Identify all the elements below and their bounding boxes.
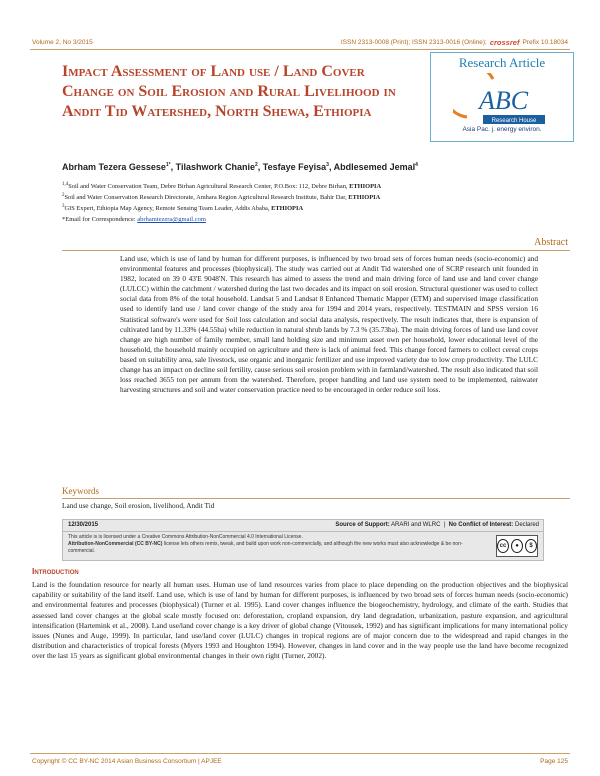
license-text: This article is is licensed under a Creative Commons Attribution-NonCommercial 4.0 International License. Attribution-NonCommercial (CC BY-NC) license lets others remix, tweak, and build upon work non-commercially, and although the new works must also acknowledge & be non-commercial. (68, 534, 463, 554)
affiliation-3: $^3$GIS Expert, Ethiopia Map Agency, Remote Sensing Team Leader, Addis Ababa, ETHIOPIA (62, 204, 304, 213)
nc-icon: $ (525, 539, 537, 553)
header-divider (30, 49, 570, 50)
cc-icon: cc (497, 539, 509, 553)
support-conflict-info: Source of Support: ARARI and WLRC | No Conflict of Interest: Declared (335, 522, 539, 528)
keywords-text: Land use change, Soil erosion, livelihood, Andit Tid (62, 501, 215, 510)
info-divider (63, 531, 543, 532)
author-list (62, 162, 418, 172)
abc-logo (453, 73, 549, 127)
abstract-divider (62, 250, 570, 251)
doi-prefix: Prefix 10.18034 (522, 39, 568, 46)
email-link[interactable]: abrhamtezera@gmail.com (137, 216, 206, 223)
author-1: Abrham Tezera Gessese$^{1*}$, (62, 162, 176, 172)
journal-abbreviation: Asia Pac. j. energy environ. (462, 126, 542, 133)
crossref-logo[interactable]: crossref (489, 38, 520, 47)
affiliation-1: $^{1,4}$Soil and Water Conservation Team, Debre Birhan Agricultural Research Center, P.O.Box: 112, Debre Birhan, ETHIOPIA (62, 182, 382, 191)
abstract-heading: Abstract (534, 237, 568, 248)
issn-info (341, 38, 568, 47)
logo-sub-text: Research House (491, 118, 537, 124)
keywords-heading: Keywords (62, 486, 99, 496)
cc-license-icon[interactable] (496, 535, 538, 557)
correspondence-email: *Email for Correspondence: abrhamtezera@gmail.com (62, 216, 206, 223)
author-4: Abdlesemed Jemal$^4$ (333, 162, 418, 172)
affiliations (62, 180, 381, 213)
research-article-label: Research Article (458, 55, 546, 70)
by-icon: ● (511, 539, 523, 553)
publication-date: 12/30/2015 (68, 522, 99, 528)
keywords-divider (62, 498, 570, 499)
paper-title: Impact Assessment of Land use / Land Cover Change on Soil Erosion and Rural Livelihood in Andit Tid Watershed, North Shewa, Ethiopia (62, 63, 396, 120)
footer-copyright: Copyright © CC BY-NC 2014 Asian Business Consortium | APJEE (32, 758, 222, 765)
introduction-heading: Introduction (32, 566, 79, 576)
author-3: Tesfaye Feyisa$^3$, (262, 162, 334, 172)
abstract-text: Land use, which is use of land by human for different purposes, is influenced by two broad sets of forces human needs (socio-economic) and environmental features and processes (biophysical). The study was carried out at Andit Tid watershed one of SCRP research unit founded in 1982, located on 39 0 43'E 9048'N. This research has aimed to assess the trend and main driving force of land use and land cover change (LULCC) within the catchment / watershed during the last two decades and its impact on soil erosion. Structural questioner was used to collect social data from 8% of the total household. Landsat 5 and Landsat 8 Enhanced Thematic Mapper (ETM) and supervised image classification used to identify land use / land cover change of the study area for 1994 and 2014 years, respectively. TESTMAIN and SPSS version 16 Statistical software's were used for Soil loss calculation and social data analysis, respectively. The result indicates that, there is expansion of cultivated land by 11.33% (44.55ha) while reduction in natural shrub lands by 7.3 % (35.73ha). The main driving forces of land use land cover change are high number of family member, small land holding size and minimum asset own per household, lower educational level of the household, the household mainly occupied on agriculture and there is lack of animal feed. This change forced farmers to collect cereal crops based on suitability area, sale livestock, use organic and inorganic fertilizer and use improved variety due to low crop productivity. The LULC change has an impact on decline soil fertility, cause serious soil erosion problem with in farmland/watershed. The result also indicated that soil loss reached 3655 ton per annum from the watershed. Therefore, proper handling and land use system need to be implemented, rainwater harvesting structures and soil and water conservation practice need to be encouraged in order reduce soil loss. (120, 254, 538, 395)
footer-divider (30, 753, 570, 754)
volume-issue: Volume 2, No 3/2015 (32, 39, 93, 46)
author-2: Tilashwork Chanie$^2$, (175, 162, 263, 172)
logo-text: ABC (479, 86, 529, 115)
research-article-badge (430, 52, 574, 142)
page-number: Page 125 (540, 758, 568, 765)
introduction-text: Land is the foundation resource for nearly all human uses. Human use of land resources varies from place to place depending on the production objectives and the biophysical capability or suitability of the land itself. Land use, which is use of land by human for different purposes, is influenced by two broad sets of forces human needs (socio-economic) and environmental features and processes (biophysical) (Turner et al. 1995). Land cover changes influence the biogeochemistry, hydrology, and climate of the earth. Studies that assessed land cover changes at the global scale mostly focused on: deforestation, cropland expansion, dry land degradation, urbanization, pasture expansion, and agricultural intensification (Hartemink et al., 2008). Land use/land cover change is a key driver of global change (Vitousek, 1992) and has significant implications for many international policy issues (Nunes and Auge, 1999). In particular, land use/land cover (LULC) changes in tropical regions are of major concern due to the widespread and rapid changes in the distribution and characteristics of tropical forests (Myers 1993 and Houghton 1994). However, changes in land cover and in the way people use the land have become recognized over the last 15 years as significant global environmental changes in their own right (Turner, 2002). (32, 580, 568, 661)
issn-text: ISSN 2313-0008 (Print); ISSN 2313-0016 (Online); (340, 39, 487, 46)
article-info-box (62, 519, 544, 561)
affiliation-2: $^2$Soil and Water Conservation Research Directorate, Amhara Region Agricultural Research Institute, Bahir Dar, ETHIOPIA (62, 193, 381, 202)
